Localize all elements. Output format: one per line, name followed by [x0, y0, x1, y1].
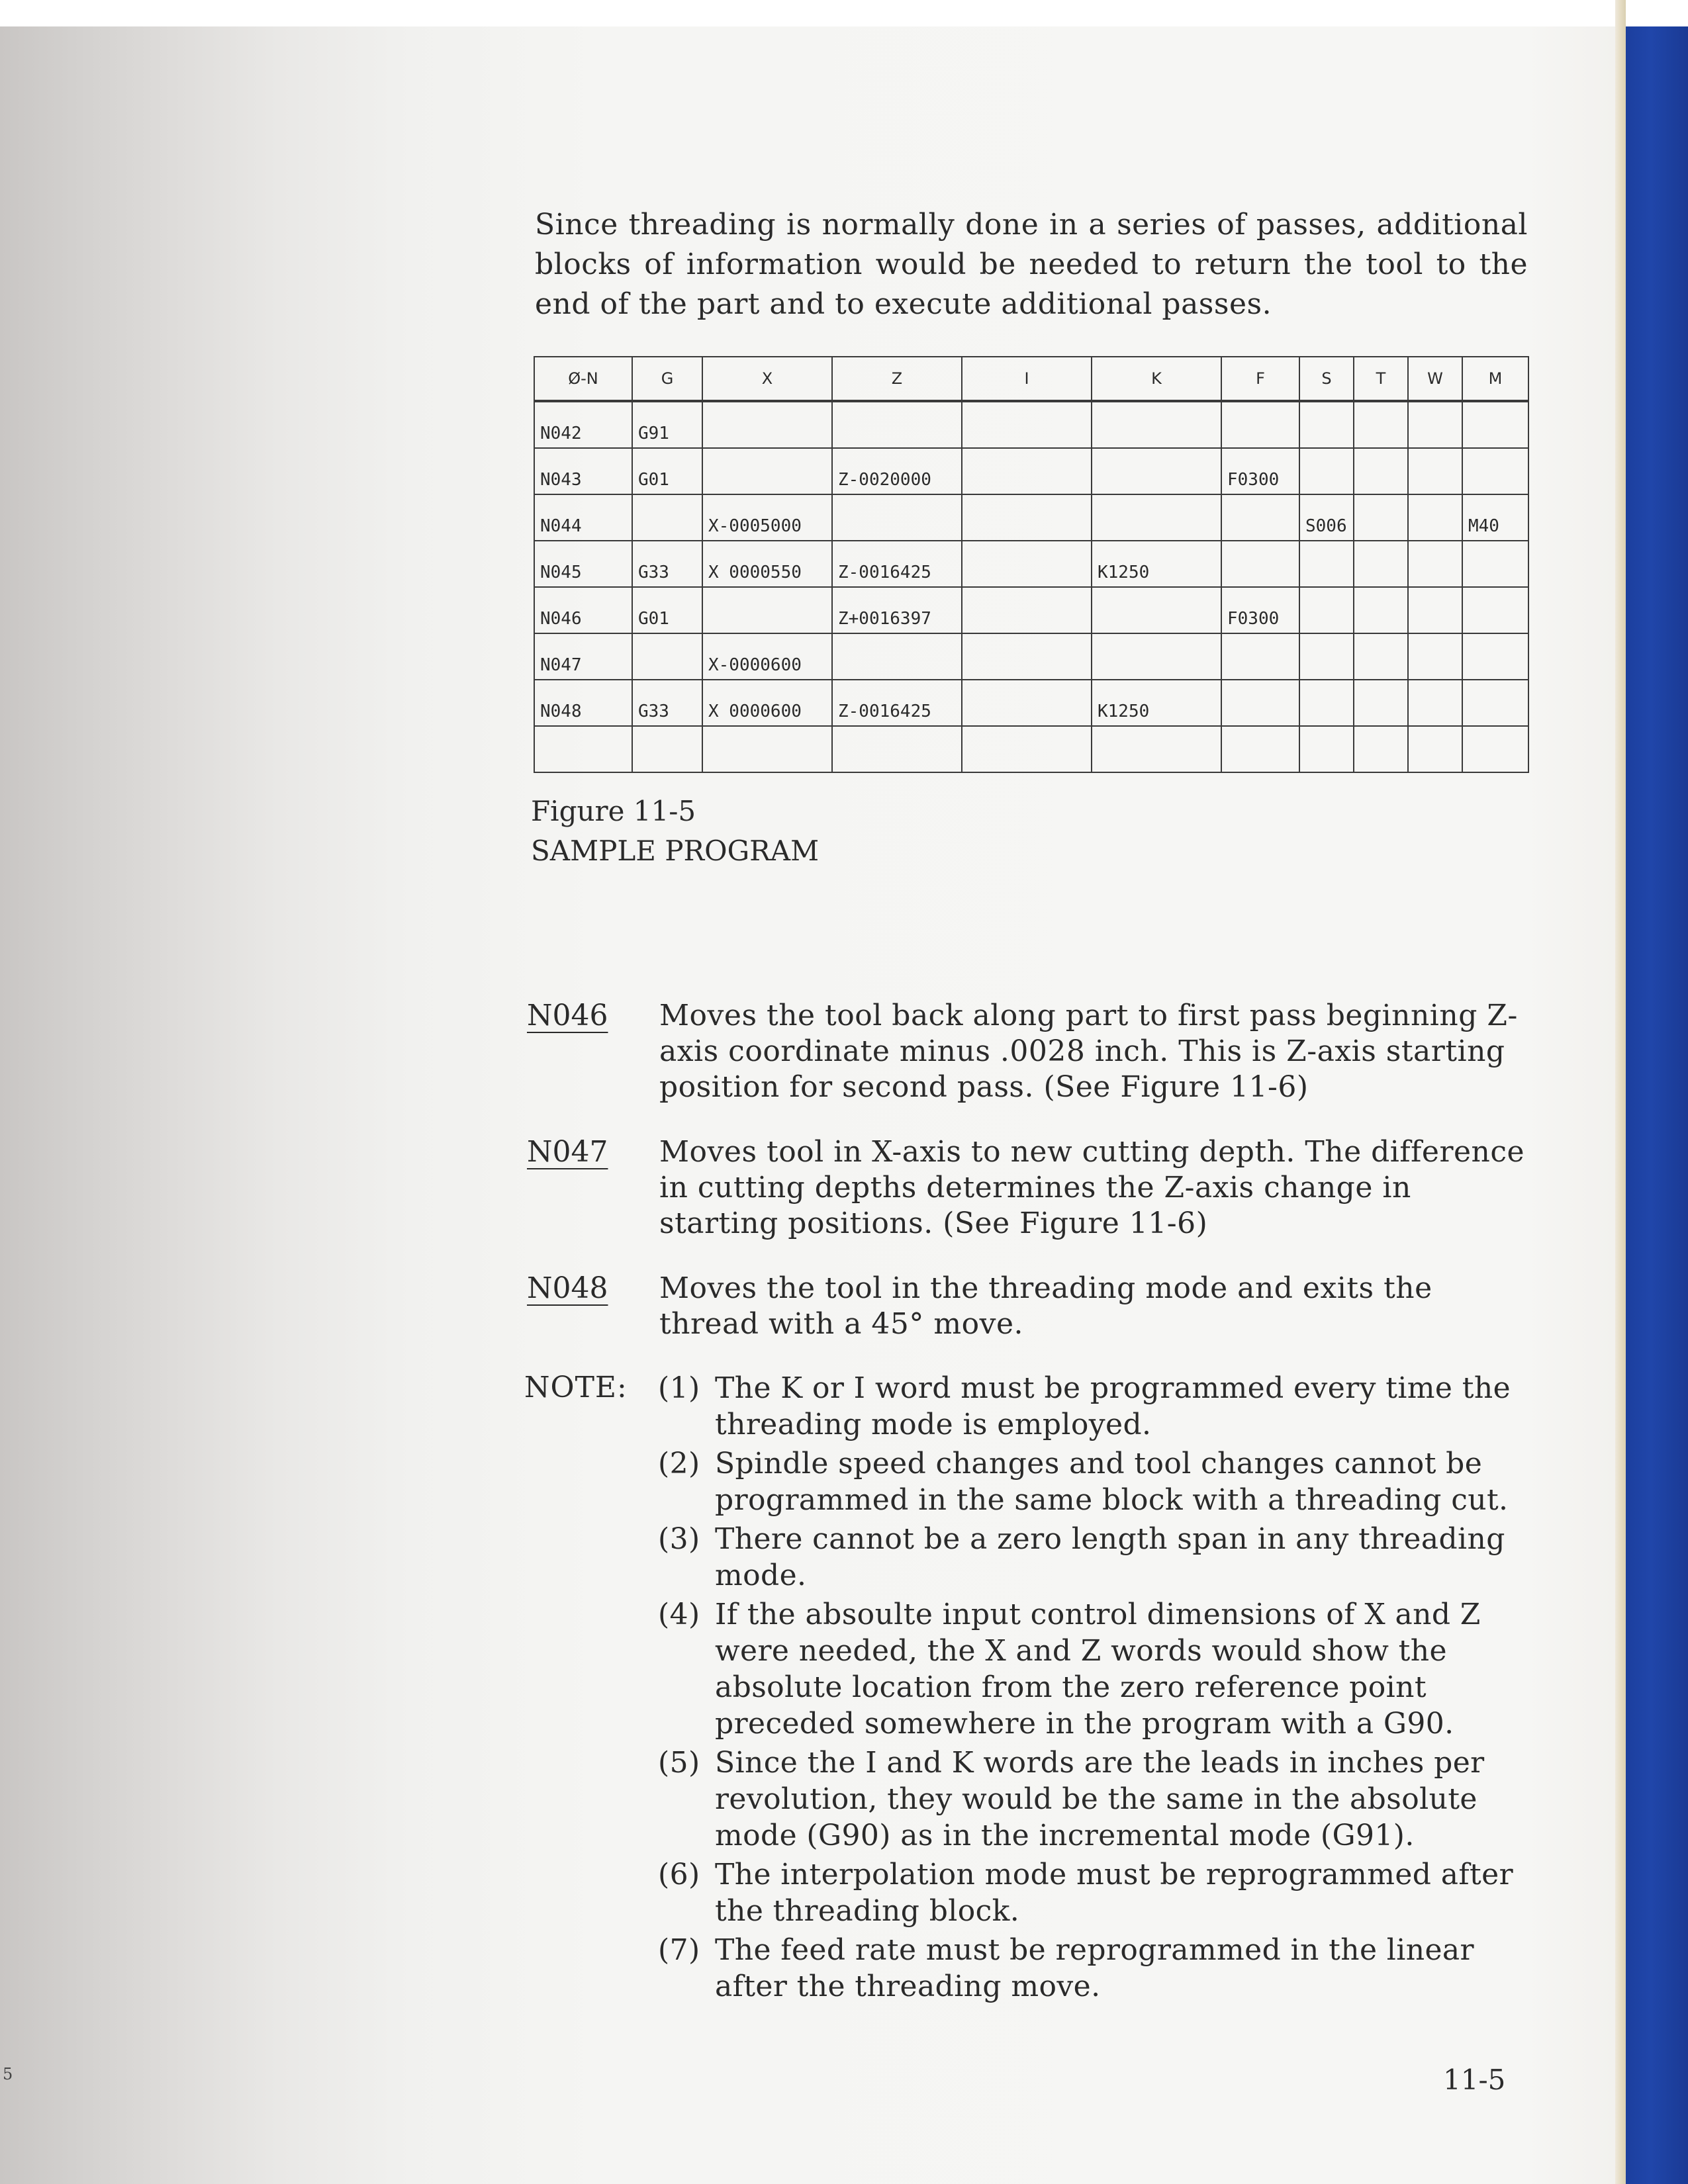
table-cell — [1221, 680, 1299, 726]
note-number: (4) — [658, 1598, 700, 1631]
note-item — [658, 1596, 1532, 1742]
note-text: There cannot be a zero length span in any threading mode. — [715, 1522, 1505, 1592]
table-cell: X-0000600 — [702, 633, 832, 680]
table-cell — [962, 587, 1092, 633]
table-cell — [1354, 401, 1408, 448]
intro-paragraph: Since threading is normally done in a series of passes, additional blocks of information would be needed to return the tool to the end of the part and to execute additional passes. — [535, 208, 1528, 321]
table-cell — [1462, 680, 1528, 726]
table-cell: K1250 — [1092, 680, 1221, 726]
block-explanation — [520, 1134, 1526, 1242]
figure-number: Figure 11-5 — [531, 795, 696, 827]
table-cell — [1408, 587, 1462, 633]
table-cell: G33 — [632, 541, 702, 587]
table-cell — [1299, 726, 1354, 772]
table-cell — [702, 587, 832, 633]
table-cell — [632, 494, 702, 541]
col-header: T — [1354, 357, 1408, 401]
note-item — [658, 1370, 1532, 1443]
table-row — [534, 587, 1528, 633]
table-cell: K1250 — [1092, 541, 1221, 587]
table-cell — [534, 726, 632, 772]
table-cell — [832, 726, 962, 772]
table-cell: G33 — [632, 680, 702, 726]
table-cell — [1462, 587, 1528, 633]
table-cell — [1354, 726, 1408, 772]
table-cell — [1408, 401, 1462, 448]
table-row — [534, 680, 1528, 726]
table-cell — [1092, 448, 1221, 494]
table-cell: N048 — [534, 680, 632, 726]
table-cell — [832, 494, 962, 541]
table-header-row — [534, 357, 1528, 401]
table-cell — [1462, 726, 1528, 772]
table-row — [534, 494, 1528, 541]
table-cell — [1354, 494, 1408, 541]
block-description: Moves the tool in the threading mode and exits the thread with a 45° move. — [659, 1271, 1432, 1341]
note-label: NOTE: — [524, 1371, 628, 1404]
note-item — [658, 1521, 1532, 1594]
col-header: W — [1408, 357, 1462, 401]
note-number: (2) — [658, 1447, 700, 1480]
table-cell — [1408, 680, 1462, 726]
table-cell — [832, 633, 962, 680]
table-cell — [1462, 401, 1528, 448]
table-cell: Z-0016425 — [832, 680, 962, 726]
table-cell: G01 — [632, 587, 702, 633]
table-cell — [1092, 401, 1221, 448]
note-text: The K or I word must be programmed every time the threading mode is employed. — [715, 1371, 1511, 1441]
table-cell — [1299, 401, 1354, 448]
note-item — [658, 1745, 1532, 1854]
col-header: Ø-N — [534, 357, 632, 401]
table-cell: N042 — [534, 401, 632, 448]
sample-program-table — [534, 356, 1529, 773]
table-cell — [1408, 633, 1462, 680]
table-cell: N047 — [534, 633, 632, 680]
block-explanation — [520, 1271, 1526, 1342]
scan-top-margin — [0, 0, 1688, 26]
block-code: N048 — [527, 1271, 608, 1305]
note-number: (7) — [658, 1933, 700, 1967]
table-cell — [1354, 541, 1408, 587]
table-cell: N044 — [534, 494, 632, 541]
note-item — [658, 1856, 1532, 1929]
table-cell — [1408, 494, 1462, 541]
table-cell — [1354, 587, 1408, 633]
block-explanation — [520, 998, 1526, 1105]
table-cell — [1299, 541, 1354, 587]
table-cell — [702, 726, 832, 772]
block-code: N046 — [527, 999, 608, 1032]
table-cell — [1092, 494, 1221, 541]
col-header: F — [1221, 357, 1299, 401]
table-row — [534, 541, 1528, 587]
table-row — [534, 633, 1528, 680]
table-cell — [1092, 587, 1221, 633]
note-text: If the absoulte input control dimensions of X and Z were needed, the X and Z words would show the absolute location from the zero reference point preceded somewhere in the program with a G90. — [715, 1598, 1481, 1741]
page-edge — [1615, 0, 1626, 2184]
note-text: Since the I and K words are the leads in inches per revolution, they would be the same in the absolute mode (G90) as in the incremental mode (G91). — [715, 1746, 1485, 1852]
table-cell: X-0005000 — [702, 494, 832, 541]
table-cell — [702, 401, 832, 448]
table-cell — [1221, 494, 1299, 541]
col-header: X — [702, 357, 832, 401]
table-cell: F0300 — [1221, 587, 1299, 633]
table-cell: M40 — [1462, 494, 1528, 541]
table-cell — [832, 401, 962, 448]
table-cell — [1354, 633, 1408, 680]
table-cell — [1408, 541, 1462, 587]
table-row — [534, 726, 1528, 772]
block-description: Moves tool in X-axis to new cutting depth. The difference in cutting depths determines the Z-axis change in starting positions. (See Figure 11-6) — [659, 1135, 1525, 1240]
table-cell — [962, 401, 1092, 448]
table-cell: N046 — [534, 587, 632, 633]
table-cell — [1408, 448, 1462, 494]
table-cell — [1462, 541, 1528, 587]
table-cell — [1221, 401, 1299, 448]
table-cell — [1221, 541, 1299, 587]
col-header: I — [962, 357, 1092, 401]
table-cell — [1299, 680, 1354, 726]
table-cell — [962, 494, 1092, 541]
table-cell — [962, 633, 1092, 680]
note-text: The feed rate must be reprogrammed in the linear after the threading move. — [715, 1933, 1474, 2003]
table-row — [534, 448, 1528, 494]
table-cell — [1354, 448, 1408, 494]
table-cell — [1462, 633, 1528, 680]
note-text: Spindle speed changes and tool changes cannot be programmed in the same block with a threading cut. — [715, 1447, 1509, 1517]
block-description: Moves the tool back along part to first pass beginning Z-axis coordinate minus .0028 inch. This is Z-axis starting position for second pass. (See Figure 11-6) — [659, 999, 1518, 1104]
table-cell — [1462, 448, 1528, 494]
col-header: M — [1462, 357, 1528, 401]
table-cell — [1299, 633, 1354, 680]
note-item — [658, 1932, 1532, 2005]
table-cell — [962, 680, 1092, 726]
table-cell: X 0000600 — [702, 680, 832, 726]
note-item — [658, 1445, 1532, 1518]
table-cell: G91 — [632, 401, 702, 448]
table-cell: Z+0016397 — [832, 587, 962, 633]
note-list — [658, 1370, 1532, 2007]
note-number: (1) — [658, 1371, 700, 1405]
table-cell — [1092, 726, 1221, 772]
note-number: (6) — [658, 1858, 700, 1891]
table-cell — [1221, 633, 1299, 680]
table-cell — [1092, 633, 1221, 680]
figure-title: SAMPLE PROGRAM — [531, 835, 820, 867]
table-cell: Z-0016425 — [832, 541, 962, 587]
table-cell: N045 — [534, 541, 632, 587]
note-number: (3) — [658, 1522, 700, 1556]
table-cell: F0300 — [1221, 448, 1299, 494]
table-cell — [962, 448, 1092, 494]
margin-mark: 5 — [3, 2065, 13, 2083]
table-cell: S006 — [1299, 494, 1354, 541]
note-text: The interpolation mode must be reprogrammed after the threading block. — [715, 1858, 1514, 1928]
table-cell — [962, 541, 1092, 587]
table-cell — [962, 726, 1092, 772]
block-code: N047 — [527, 1135, 608, 1169]
page-number: 11-5 — [1443, 2064, 1506, 2096]
col-header: S — [1299, 357, 1354, 401]
blue-binding-strip — [1626, 26, 1688, 2184]
col-header: Z — [832, 357, 962, 401]
note-number: (5) — [658, 1746, 700, 1780]
table-cell: G01 — [632, 448, 702, 494]
table-cell — [632, 633, 702, 680]
table-row — [534, 401, 1528, 448]
table-cell — [1221, 726, 1299, 772]
table-cell — [702, 448, 832, 494]
table-cell — [1354, 680, 1408, 726]
col-header: K — [1092, 357, 1221, 401]
col-header: G — [632, 357, 702, 401]
table-cell: Z-0020000 — [832, 448, 962, 494]
table-cell — [1408, 726, 1462, 772]
table-cell — [1299, 448, 1354, 494]
figure-caption — [531, 792, 819, 871]
table-cell: N043 — [534, 448, 632, 494]
table-cell: X 0000550 — [702, 541, 832, 587]
table-cell — [1299, 587, 1354, 633]
table-cell — [632, 726, 702, 772]
